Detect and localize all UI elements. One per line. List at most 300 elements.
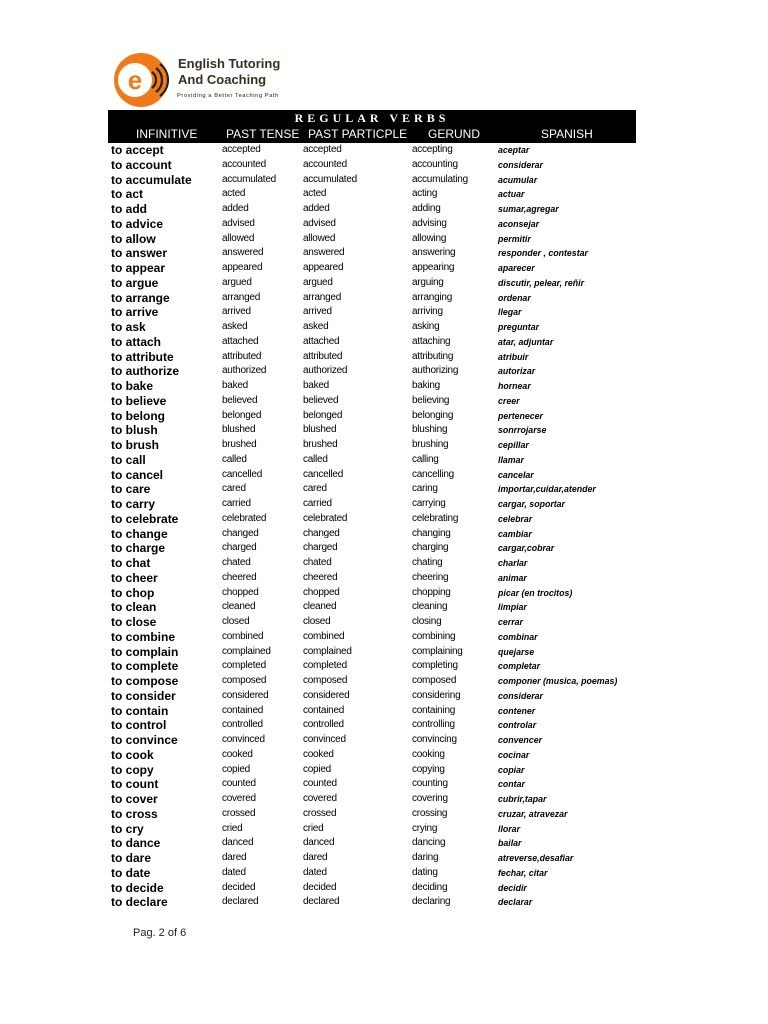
company-logo [110,52,174,110]
spanish-cell: completar [498,661,541,672]
gerund-cell: controlling [412,719,455,731]
past-tense-cell: chopped [222,586,259,598]
spanish-cell: llorar [498,823,521,834]
infinitive-cell: to count [111,777,159,792]
past-tense-cell: composed [222,675,267,686]
spanish-cell: llegar [498,307,522,318]
past-tense-cell: called [222,453,247,465]
table-row [0,350,768,365]
past-tense-cell: decided [222,881,256,893]
spanish-cell: fechar, citar [498,867,548,878]
past-participle-cell: charged [303,542,338,554]
gerund-cell: advising [412,217,447,229]
past-tense-cell: complained [222,645,271,657]
infinitive-cell: to arrange [111,290,170,305]
infinitive-cell: to clean [111,600,157,615]
infinitive-cell: to complain [111,644,179,659]
spanish-cell: discutir, pelear, reñir [498,277,585,288]
table-row [0,556,768,571]
past-tense-cell: asked [222,321,248,332]
gerund-cell: answering [412,247,456,259]
infinitive-cell: to dare [111,851,152,865]
spanish-cell: preguntar [498,322,540,332]
spanish-cell: animar [498,572,527,583]
past-tense-cell: combined [222,630,264,642]
infinitive-cell: to believe [111,393,167,408]
gerund-cell: cancelling [412,468,454,480]
table-row [0,527,768,542]
table-row [0,615,768,630]
table-row [0,482,768,497]
spanish-cell: llamar [498,454,524,465]
table-row [0,541,768,556]
past-participle-cell: answered [303,247,345,259]
past-participle-cell: celebrated [303,512,348,524]
gerund-cell: composed [412,675,457,686]
past-participle-cell: dated [303,866,327,878]
column-header-past-tense: PAST TENSE [226,127,300,141]
spanish-cell: contener [498,705,536,716]
infinitive-cell: to carry [111,497,156,511]
past-participle-cell: complained [303,645,352,657]
infinitive-cell: to cheer [111,570,158,585]
spanish-cell: hornear [498,381,531,391]
table-row [0,335,768,350]
past-tense-cell: celebrated [222,512,267,524]
past-participle-cell: brushed [303,439,338,450]
past-tense-cell: cared [222,483,246,495]
past-tense-cell: arranged [222,291,261,303]
past-participle-cell: arrived [303,306,332,318]
infinitive-cell: to contain [111,703,169,718]
spanish-cell: declarar [498,897,533,908]
infinitive-cell: to convince [111,733,178,747]
gerund-cell: chopping [412,586,451,598]
infinitive-cell: to attach [111,334,162,349]
table-header-bar [108,110,636,143]
gerund-cell: baking [412,380,440,391]
spanish-cell: charlar [498,558,528,568]
spanish-cell: celebrar [498,513,533,524]
table-row [0,202,768,217]
gerund-cell: believing [412,394,450,406]
spanish-cell: permitir [498,233,531,244]
table-row [0,851,768,866]
gerund-cell: changing [412,527,451,539]
gerund-cell: chating [412,557,443,568]
infinitive-cell: to allow [111,231,156,246]
past-tense-cell: danced [222,837,254,849]
infinitive-cell: to cross [111,806,158,821]
spanish-cell: atribuir [498,351,529,362]
past-participle-cell: cared [303,483,327,495]
spanish-cell: combinar [498,631,538,642]
gerund-cell: attributing [412,350,454,362]
past-tense-cell: counted [222,778,256,790]
gerund-cell: belonging [412,409,454,421]
past-participle-cell: appeared [303,262,344,273]
past-participle-cell: convinced [303,734,346,745]
gerund-cell: daring [412,852,439,863]
spanish-cell: aparecer [498,263,535,273]
past-tense-cell: believed [222,394,258,406]
spanish-cell: limpiar [498,602,527,613]
spanish-cell: pertenecer [498,410,543,421]
infinitive-cell: to blush [111,423,158,438]
table-row [0,291,768,306]
past-participle-cell: crossed [303,807,337,819]
spanish-cell: cambiar [498,528,532,539]
table-row [0,895,768,910]
past-tense-cell: cheered [222,571,257,583]
gerund-cell: considering [412,689,461,701]
past-tense-cell: completed [222,660,266,672]
table-row [0,586,768,601]
past-participle-cell: advised [303,217,336,229]
gerund-cell: charging [412,542,449,554]
gerund-cell: covering [412,793,448,804]
infinitive-cell: to ask [111,320,146,334]
infinitive-cell: to argue [111,275,159,290]
table-row [0,173,768,188]
table-row [0,261,768,276]
brand-name-line2: And Coaching [178,72,267,87]
spanish-cell: quejarse [498,646,535,657]
table-title: REGULAR VERBS [294,111,450,125]
table-row [0,305,768,320]
spanish-cell: acumular [498,174,538,185]
spanish-cell: bailar [498,838,522,849]
past-tense-cell: allowed [222,232,255,244]
gerund-cell: arranging [412,291,453,303]
past-participle-cell: completed [303,660,347,672]
table-row [0,674,768,689]
table-row [0,187,768,202]
gerund-cell: asking [412,321,440,332]
gerund-cell: cheering [412,571,449,583]
past-tense-cell: advised [222,217,255,229]
past-tense-cell: accounted [222,158,266,170]
past-participle-cell: asked [303,321,329,332]
gerund-cell: combining [412,630,456,642]
spanish-cell: autorizar [498,366,536,377]
infinitive-cell: to account [111,157,172,172]
past-tense-cell: dared [222,852,247,863]
spanish-cell: actuar [498,189,525,200]
past-participle-cell: arranged [303,291,342,303]
past-tense-cell: declared [222,896,259,908]
infinitive-cell: to compose [111,674,179,688]
gerund-cell: attaching [412,335,451,347]
spanish-cell: cocinar [498,749,530,760]
column-header-infinitive: INFINITIVE [136,127,198,141]
past-tense-cell: changed [222,527,259,539]
past-participle-cell: considered [303,689,350,701]
spanish-cell: sonrrojarse [498,425,547,436]
spanish-cell: atar, adjuntar [498,336,554,347]
spanish-cell: ordenar [498,292,531,303]
past-tense-cell: cleaned [222,601,256,613]
past-participle-cell: blushed [303,424,337,436]
spanish-cell: creer [498,395,520,406]
gerund-cell: cooking [412,748,445,760]
gerund-cell: crying [412,822,438,834]
infinitive-cell: to care [111,482,151,497]
past-participle-cell: decided [303,881,337,893]
table-row [0,807,768,822]
past-participle-cell: accepted [303,144,342,155]
spanish-cell: sumar,agregar [498,204,559,214]
gerund-cell: counting [412,778,448,790]
table-row [0,438,768,453]
table-row [0,409,768,424]
infinitive-cell: to control [111,718,167,733]
spanish-cell: responder , contestar [498,248,588,259]
past-participle-cell: closed [303,616,331,627]
table-row [0,512,768,527]
past-tense-cell: answered [222,247,264,259]
gerund-cell: dancing [412,837,446,849]
infinitive-cell: to celebrate [111,511,179,526]
infinitive-cell: to charge [111,541,166,556]
table-row [0,881,768,896]
past-tense-cell: argued [222,276,252,288]
spanish-cell: componer (musica, poemas) [498,676,618,686]
past-participle-cell: dared [303,852,328,863]
gerund-cell: acting [412,188,438,200]
column-header-past-participle: PAST PARTICPLE [308,127,408,141]
past-participle-cell: combined [303,630,345,642]
spanish-cell: cerrar [498,617,523,627]
past-participle-cell: chated [303,557,332,568]
infinitive-cell: to decide [111,880,164,895]
past-participle-cell: cheered [303,571,338,583]
spanish-cell: picar (en trocitos) [498,587,573,598]
spanish-cell: importar,cuidar,atender [498,484,596,495]
table-row [0,822,768,837]
table-row [0,659,768,674]
page-number: Pag. 2 of 6 [133,927,187,939]
spanish-cell: copiar [498,764,525,775]
spanish-cell: convencer [498,735,543,745]
infinitive-cell: to call [111,452,146,467]
gerund-cell: containing [412,704,456,716]
past-participle-cell: believed [303,394,339,406]
table-row [0,217,768,232]
past-tense-cell: belonged [222,409,262,421]
table-row [0,143,768,158]
past-tense-cell: blushed [222,424,256,436]
table-row [0,320,768,335]
past-participle-cell: carried [303,498,332,509]
past-tense-cell: attached [222,335,259,347]
table-row [0,645,768,660]
gerund-cell: arriving [412,306,443,318]
infinitive-cell: to chop [111,585,155,600]
gerund-cell: copying [412,763,445,775]
gerund-cell: arguing [412,276,444,288]
infinitive-cell: to dance [111,836,161,851]
infinitive-cell: to authorize [111,364,179,379]
past-participle-cell: cooked [303,748,334,760]
table-row [0,232,768,247]
infinitive-cell: to close [111,615,157,629]
past-tense-cell: copied [222,763,250,775]
table-row [0,866,768,881]
past-participle-cell: copied [303,763,331,775]
past-participle-cell: attributed [303,350,343,362]
infinitive-cell: to declare [111,895,168,910]
gerund-cell: complaining [412,645,463,657]
table-row [0,453,768,468]
gerund-cell: calling [412,453,439,465]
past-tense-cell: carried [222,498,251,509]
past-participle-cell: cancelled [303,468,344,480]
infinitive-cell: to chat [111,556,151,570]
past-participle-cell: counted [303,778,337,790]
spanish-cell: contar [498,779,525,790]
past-tense-cell: contained [222,704,264,716]
table-row [0,630,768,645]
past-tense-cell: cooked [222,748,253,760]
past-tense-cell: convinced [222,734,265,745]
gerund-cell: accepting [412,144,453,155]
past-tense-cell: controlled [222,719,263,731]
spanish-cell: cruzar, atravezar [498,808,568,819]
infinitive-cell: to accept [111,143,164,157]
past-participle-cell: cleaned [303,601,337,613]
spanish-cell: cubrir,tapar [498,794,547,804]
past-tense-cell: crossed [222,807,256,819]
past-participle-cell: changed [303,527,340,539]
past-participle-cell: composed [303,675,348,686]
infinitive-cell: to advice [111,216,164,231]
past-participle-cell: accounted [303,158,347,170]
gerund-cell: accumulating [412,173,468,185]
infinitive-cell: to belong [111,408,165,423]
table-row [0,394,768,409]
past-tense-cell: brushed [222,439,257,450]
past-participle-cell: cried [303,822,324,834]
past-tense-cell: cried [222,822,243,834]
infinitive-cell: to appear [111,261,166,275]
infinitive-cell: to cancel [111,467,164,482]
gerund-cell: celebrating [412,512,459,524]
gerund-cell: brushing [412,439,449,450]
table-row [0,689,768,704]
spanish-cell: cancelar [498,469,534,480]
infinitive-cell: to brush [111,438,159,452]
past-participle-cell: danced [303,837,335,849]
past-tense-cell: covered [222,793,256,804]
infinitive-cell: to copy [111,762,154,777]
spanish-cell: cargar,cobrar [498,543,555,554]
gerund-cell: blushing [412,424,448,436]
past-tense-cell: chated [222,557,251,568]
table-row [0,763,768,778]
infinitive-cell: to act [111,187,144,202]
logo-letter: e [127,65,143,95]
table-row [0,733,768,748]
gerund-cell: allowing [412,232,447,244]
past-participle-cell: argued [303,276,333,288]
table-row [0,423,768,438]
past-tense-cell: accepted [222,144,261,155]
infinitive-cell: to accumulate [111,172,192,187]
infinitive-cell: to bake [111,379,154,393]
gerund-cell: crossing [412,807,448,819]
past-participle-cell: belonged [303,409,343,421]
infinitive-cell: to attribute [111,349,174,364]
infinitive-cell: to cry [111,821,144,836]
infinitive-cell: to cook [111,747,154,762]
gerund-cell: accounting [412,158,458,170]
past-participle-cell: allowed [303,232,336,244]
past-participle-cell: acted [303,188,327,200]
table-row [0,792,768,807]
table-row [0,748,768,763]
table-row [0,836,768,851]
brand-name-line1: English Tutoring [178,56,281,71]
table-row [0,276,768,291]
table-row [0,364,768,379]
verb-table-body [0,143,768,910]
column-header-gerund: GERUND [428,127,481,141]
gerund-cell: closing [412,616,442,627]
gerund-cell: declaring [412,896,451,908]
past-tense-cell: accumulated [222,173,276,185]
past-tense-cell: attributed [222,350,262,362]
infinitive-cell: to combine [111,629,176,644]
spanish-cell: considerar [498,159,543,170]
past-tense-cell: considered [222,689,269,701]
past-tense-cell: baked [222,380,248,391]
past-tense-cell: authorized [222,365,267,377]
table-row [0,497,768,512]
spanish-cell: decidir [498,882,527,893]
infinitive-cell: to change [111,526,168,541]
past-participle-cell: added [303,203,330,214]
gerund-cell: dating [412,866,438,878]
gerund-cell: convincing [412,734,457,745]
brand-tagline: Providing a Better Teaching Path [177,93,279,99]
past-participle-cell: attached [303,335,340,347]
infinitive-cell: to date [111,865,151,880]
gerund-cell: appearing [412,262,455,273]
past-tense-cell: added [222,203,249,214]
spanish-cell: cepillar [498,440,529,450]
gerund-cell: caring [412,483,438,495]
gerund-cell: carrying [412,498,446,509]
spanish-cell: controlar [498,720,537,731]
table-row [0,379,768,394]
spanish-cell: atreverse,desafiar [498,853,574,863]
past-tense-cell: acted [222,188,246,200]
column-header-spanish: SPANISH [541,127,593,141]
past-tense-cell: dated [222,866,246,878]
table-row [0,777,768,792]
past-participle-cell: contained [303,704,345,716]
past-participle-cell: declared [303,896,340,908]
table-row [0,718,768,733]
table-row [0,600,768,615]
past-tense-cell: appeared [222,262,263,273]
spanish-cell: aconsejar [498,218,540,229]
spanish-cell: aceptar [498,145,530,155]
past-participle-cell: accumulated [303,173,357,185]
table-row [0,704,768,719]
past-tense-cell: arrived [222,306,251,318]
